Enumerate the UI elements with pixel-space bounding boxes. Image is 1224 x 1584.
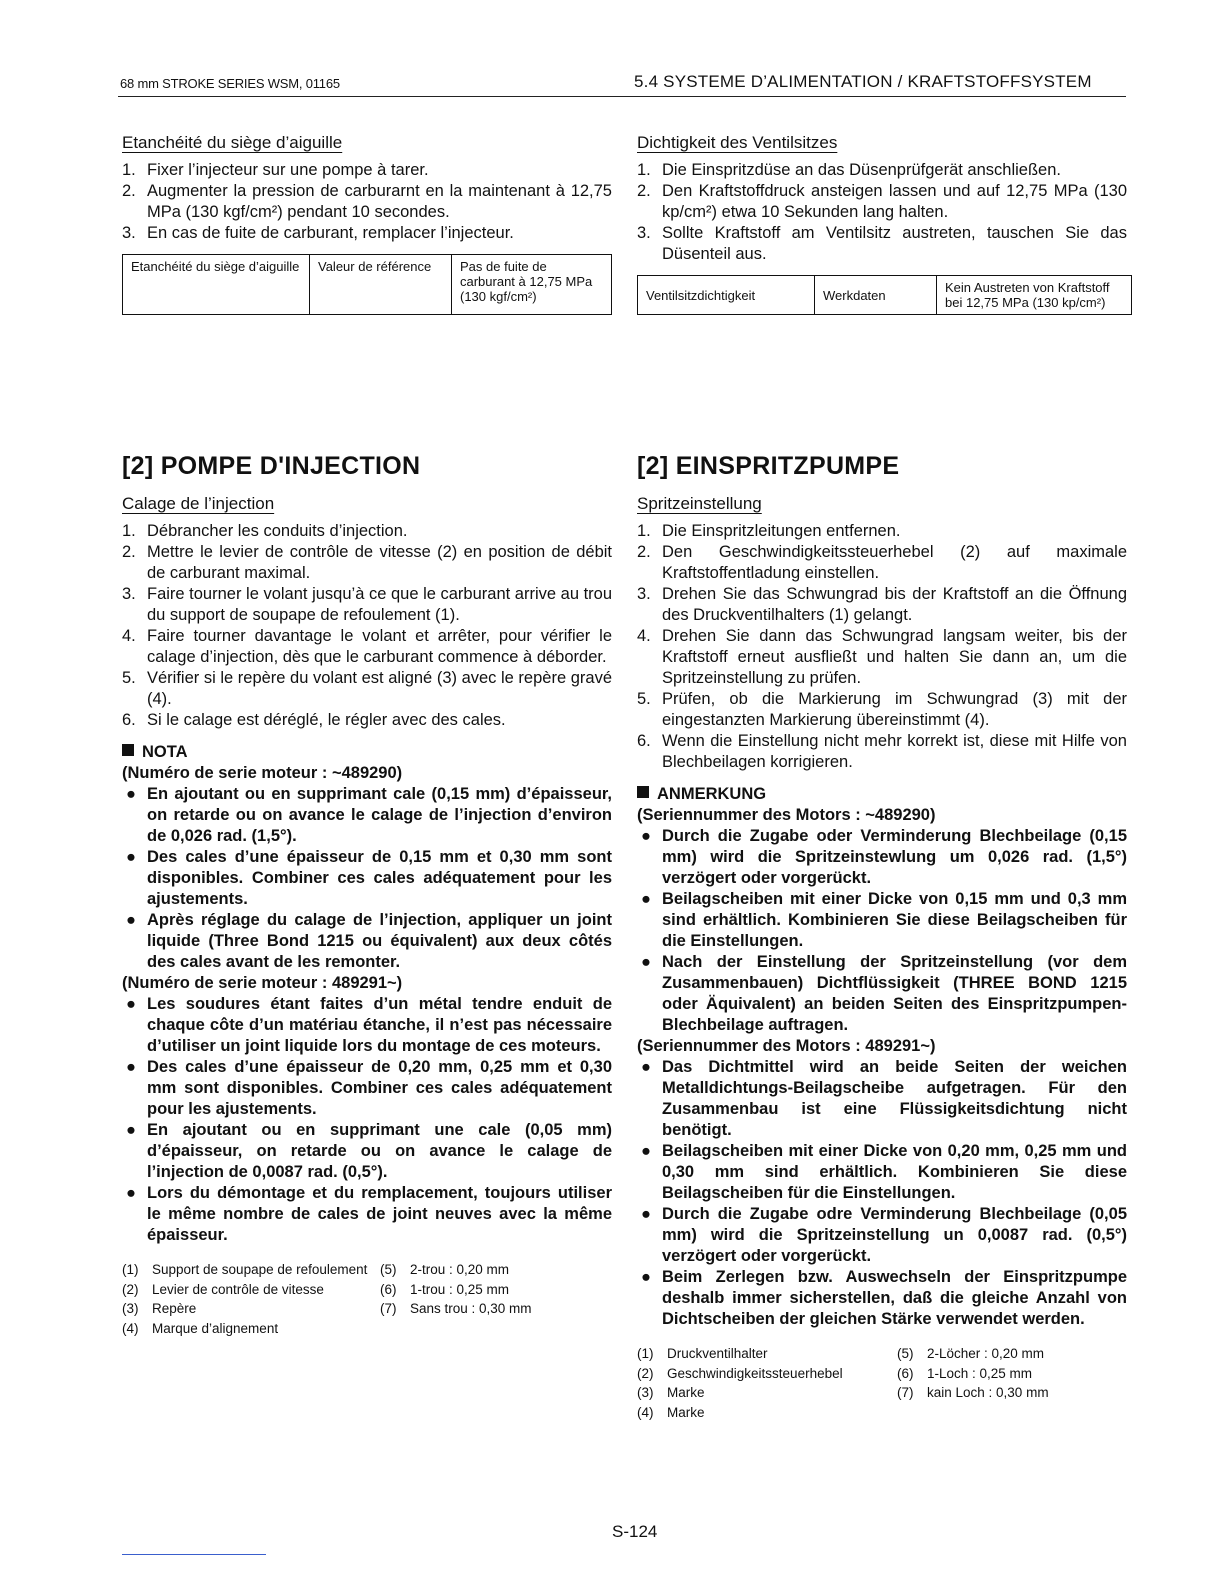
footer-rule — [122, 1554, 266, 1555]
bullet-dot-icon: ● — [641, 1142, 651, 1160]
legend-item: (7) kain Loch : 0,30 mm — [897, 1385, 1049, 1400]
step-item: 1. Die Einspritzleitungen entfernen. — [637, 522, 901, 540]
fr-note-title: NOTA — [122, 741, 612, 763]
fr-seat-steps — [122, 160, 612, 244]
bullet-item: ● Des cales d’une épaisseur de 0,15 mm et 0,30 mm sont disponibles. Combiner ces cales adéquatement pour les ajustements. — [126, 848, 612, 908]
step-item: 3. Faire tourner le volant jusqu’à ce que le carburant arrive au trou du support de soupape de refoulement (1). — [122, 585, 613, 624]
header-left: 68 mm STROKE SERIES WSM, 01165 — [120, 76, 340, 91]
step-item: 5. Prüfen, ob die Markierung im Schwungrad (3) mit der eingestanzten Markierung übereinstimmt (4). — [637, 690, 1127, 729]
de-pump-section — [637, 452, 1127, 1422]
legend-item: (3) Marke — [637, 1385, 705, 1400]
step-item: 2. Den Kraftstoffdruck ansteigen lassen und auf 12,75 MPa (130 kp/cm²) etwa 10 Sekunden lang halten. — [637, 182, 1127, 221]
fr-pump-subtitle: Calage de l’injection — [122, 494, 275, 513]
bullet-item: ● Durch die Zugabe oder Verminderung Blechbeilage (0,15 mm) wird die Spritzeinstewlung um 0,026 rad. (1,5°) verzögert oder vorgerückt. — [641, 827, 1127, 887]
de-seat-steps — [637, 160, 1127, 265]
bullet-item: ● Les soudures étant faites d’un métal tendre enduit de chaque côte d’un matériau étanche, il n’est pas nécessaire d’utiliser un joint liquide lors du montage de ces moteurs. — [126, 995, 612, 1055]
legend-item: (3) Repère — [122, 1301, 197, 1316]
step-item: 3. En cas de fuite de carburant, remplacer l’injecteur. — [122, 224, 514, 242]
legend-item: (4) Marke — [637, 1404, 705, 1420]
de-seat-title: Dichtigkeit des Ventilsitzes — [637, 133, 838, 152]
bullet-dot-icon: ● — [641, 890, 651, 908]
bullet-dot-icon: ● — [126, 1184, 136, 1202]
spec-label: Etanchéité du siège d’aiguille — [123, 255, 310, 315]
legend-item: (6) 1-Loch : 0,25 mm — [897, 1365, 1033, 1381]
bullet-item: ● Beim Zerlegen bzw. Auswechseln der Einspritzpumpe deshalb immer sicherstellen, daß die gleiche Anzahl von Dichtscheiben der gleichen Stärke verwendet werden. — [641, 1268, 1127, 1328]
legend-item: (4) Marque d’alignement — [122, 1320, 279, 1336]
fr-seat-title: Etanchéité du siège d’aiguille — [122, 133, 343, 152]
legend-item: (1) Support de soupape de refoulement — [122, 1262, 368, 1277]
legend-item: (2) Geschwindigkeitssteuerhebel — [637, 1365, 843, 1381]
bullet-dot-icon: ● — [641, 1268, 651, 1286]
step-item: 1. Débrancher les conduits d’injection. — [122, 522, 408, 540]
fr-pump-steps — [122, 521, 612, 731]
legend-item: (7) Sans trou : 0,30 mm — [380, 1301, 532, 1316]
step-item: 2. Den Geschwindigkeitssteuerhebel (2) auf maximale Kraftstoffentladung einstellen. — [637, 543, 1127, 582]
step-item: 3. Drehen Sie das Schwungrad bis der Kraftstoff an die Öffnung des Druckventilhalters (1) gelangt. — [637, 585, 1127, 624]
legend-item: (5) 2-trou : 0,20 mm — [380, 1262, 510, 1277]
fr-bullets-2 — [122, 994, 612, 1246]
de-pump-steps — [637, 521, 1127, 773]
page-number: S-124 — [612, 1522, 658, 1541]
de-pump-subtitle: Spritzeinstellung — [637, 494, 762, 513]
bullet-item: ● En ajoutant ou en supprimant cale (0,15 mm) d’épaisseur, on retarde ou on avance le calage de l’injection d’environ de 0,026 rad. (1,5°). — [126, 785, 612, 845]
legend-item: (1) Druckventilhalter — [637, 1346, 768, 1361]
de-bullets-1 — [637, 826, 1127, 1036]
bullet-item: ● Des cales d’une épaisseur de 0,20 mm, 0,25 mm et 0,30 mm sont disponibles. Combiner ces cales adéquatement pour les ajustements. — [126, 1058, 612, 1118]
bullet-item: ● Beilagscheiben mit einer Dicke von 0,20 mm, 0,25 mm und 0,30 mm sind erhältlich. Kombinieren Sie diese Beilagscheiben für die Einstellungen. — [641, 1142, 1127, 1202]
step-item: 5. Vérifier si le repère du volant est aligné (3) avec le repère gravé (4). — [122, 669, 612, 708]
bullet-dot-icon: ● — [641, 953, 651, 971]
fr-seat-section — [122, 132, 612, 315]
bullet-dot-icon: ● — [126, 785, 136, 803]
bullet-dot-icon: ● — [126, 1121, 136, 1139]
de-legend — [637, 1344, 1127, 1422]
bullet-item: ● En ajoutant ou en supprimant une cale (0,05 mm) d’épaisseur, on retarde ou on avance le calage de l’injection de 0,0087 rad. (0,5°). — [126, 1121, 612, 1181]
step-item: 2. Augmenter la pression de carburarnt en la maintenant à 12,75 MPa (130 kgf/cm²) pendant 10 secondes. — [122, 182, 612, 221]
de-pump-heading: [2] EINSPRITZPUMPE — [637, 452, 900, 480]
legend-column — [380, 1260, 532, 1338]
header-rule — [118, 96, 1126, 97]
legend-column — [897, 1344, 1049, 1422]
legend-item: (2) Levier de contrôle de vitesse — [122, 1281, 324, 1297]
de-note-title: ANMERKUNG — [637, 783, 1127, 805]
bullet-item: ● Nach der Einstellung der Spritzeinstellung (vor dem Zusammenbauen) Dichtflüssigkeit (THREE BOND 1215 oder Äquivalent) an beiden Seiten des Einspritzpumpen-Blechbeilage auftragen. — [641, 953, 1127, 1034]
square-bullet-icon — [637, 786, 649, 798]
bullet-dot-icon: ● — [126, 848, 136, 866]
step-item: 3. Sollte Kraftstoff am Ventilsitz austreten, tauschen Sie das Düsenteil aus. — [637, 224, 1127, 263]
fr-serial-1: (Numéro de serie moteur : ~489290) — [122, 764, 403, 782]
de-seat-section — [637, 132, 1127, 315]
fr-legend — [122, 1260, 612, 1338]
fr-pump-section — [122, 452, 612, 1338]
bullet-dot-icon: ● — [641, 827, 651, 845]
header-right: 5.4 SYSTEME D’ALIMENTATION / KRAFTSTOFFSYSTEM — [634, 72, 1092, 91]
spec-value: Pas de fuite de carburant à 12,75 MPa (130 kgf/cm²) — [452, 255, 612, 315]
square-bullet-icon — [122, 744, 134, 756]
fr-pump-heading: [2] POMPE D'INJECTION — [122, 452, 421, 480]
step-item: 6. Si le calage est déréglé, le régler avec des cales. — [122, 711, 506, 729]
legend-column — [637, 1344, 897, 1422]
spec-label: Ventilsitzdichtigkeit — [638, 276, 815, 315]
bullet-item: ● Après réglage du calage de l’injection, appliquer un joint liquide (Three Bond 1215 ou équivalent) aux deux côtés des cales avant de les remonter. — [126, 911, 612, 971]
de-serial-1: (Seriennummer des Motors : ~489290) — [637, 806, 936, 824]
fr-serial-2: (Numéro de serie moteur : 489291~) — [122, 974, 403, 992]
bullet-dot-icon: ● — [641, 1205, 651, 1223]
de-bullets-2 — [637, 1057, 1127, 1330]
de-seat-spec-table — [637, 275, 1132, 315]
fr-seat-spec-table — [122, 254, 612, 315]
step-item: 6. Wenn die Einstellung nicht mehr korrekt ist, diese mit Hilfe von Blechbeilagen korrigieren. — [637, 732, 1127, 771]
step-item: 2. Mettre le levier de contrôle de vitesse (2) en position de débit de carburant maximal. — [122, 543, 612, 582]
bullet-dot-icon: ● — [126, 995, 136, 1013]
bullet-dot-icon: ● — [641, 1058, 651, 1076]
step-item: 4. Faire tourner davantage le volant et arrêter, pour vérifier le calage d’injection, dès que le carburant commence à déborder. — [122, 627, 612, 666]
step-item: 1. Die Einspritzdüse an das Düsenprüfgerät anschließen. — [637, 161, 1061, 179]
legend-item: (6) 1-trou : 0,25 mm — [380, 1281, 510, 1297]
step-item: 4. Drehen Sie dann das Schwungrad langsam weiter, bis der Kraftstoff erneut ausfließt und halten Sie dann an, um die Spritzeinstellung zu prüfen. — [637, 627, 1127, 687]
de-serial-2: (Seriennummer des Motors : 489291~) — [637, 1037, 936, 1055]
bullet-item: ● Das Dichtmittel wird an beide Seiten der weichen Metalldichtungs-Beilagscheibe aufgetragen. Für den Zusammenbau ist eine Flüssigkeitsdichtung nicht benötigt. — [641, 1058, 1127, 1139]
bullet-dot-icon: ● — [126, 1058, 136, 1076]
bullet-item: ● Beilagscheiben mit einer Dicke von 0,15 mm und 0,3 mm sind erhältlich. Kombinieren Sie diese Beilagscheiben für die Einstellungen. — [641, 890, 1127, 950]
fr-bullets-1 — [122, 784, 612, 973]
step-item: 1. Fixer l’injecteur sur une pompe à tarer. — [122, 161, 429, 179]
spec-kind: Valeur de référence — [310, 255, 452, 315]
bullet-item: ● Durch die Zugabe odre Verminderung Blechbeilage (0,05 mm) wird die Spritzeinstellung un 0,0087 rad. (0,5°) verzögert oder vorgerückt. — [641, 1205, 1127, 1265]
bullet-dot-icon: ● — [126, 911, 136, 929]
bullet-item: ● Lors du démontage et du remplacement, toujours utiliser le même nombre de cales de joint neuves avec la même épaisseur. — [126, 1184, 612, 1244]
spec-kind: Werkdaten — [815, 276, 937, 315]
legend-column — [122, 1260, 380, 1338]
legend-item: (5) 2-Löcher : 0,20 mm — [897, 1346, 1045, 1361]
spec-value: Kein Austreten von Kraftstoff bei 12,75 MPa (130 kp/cm²) — [937, 276, 1132, 315]
